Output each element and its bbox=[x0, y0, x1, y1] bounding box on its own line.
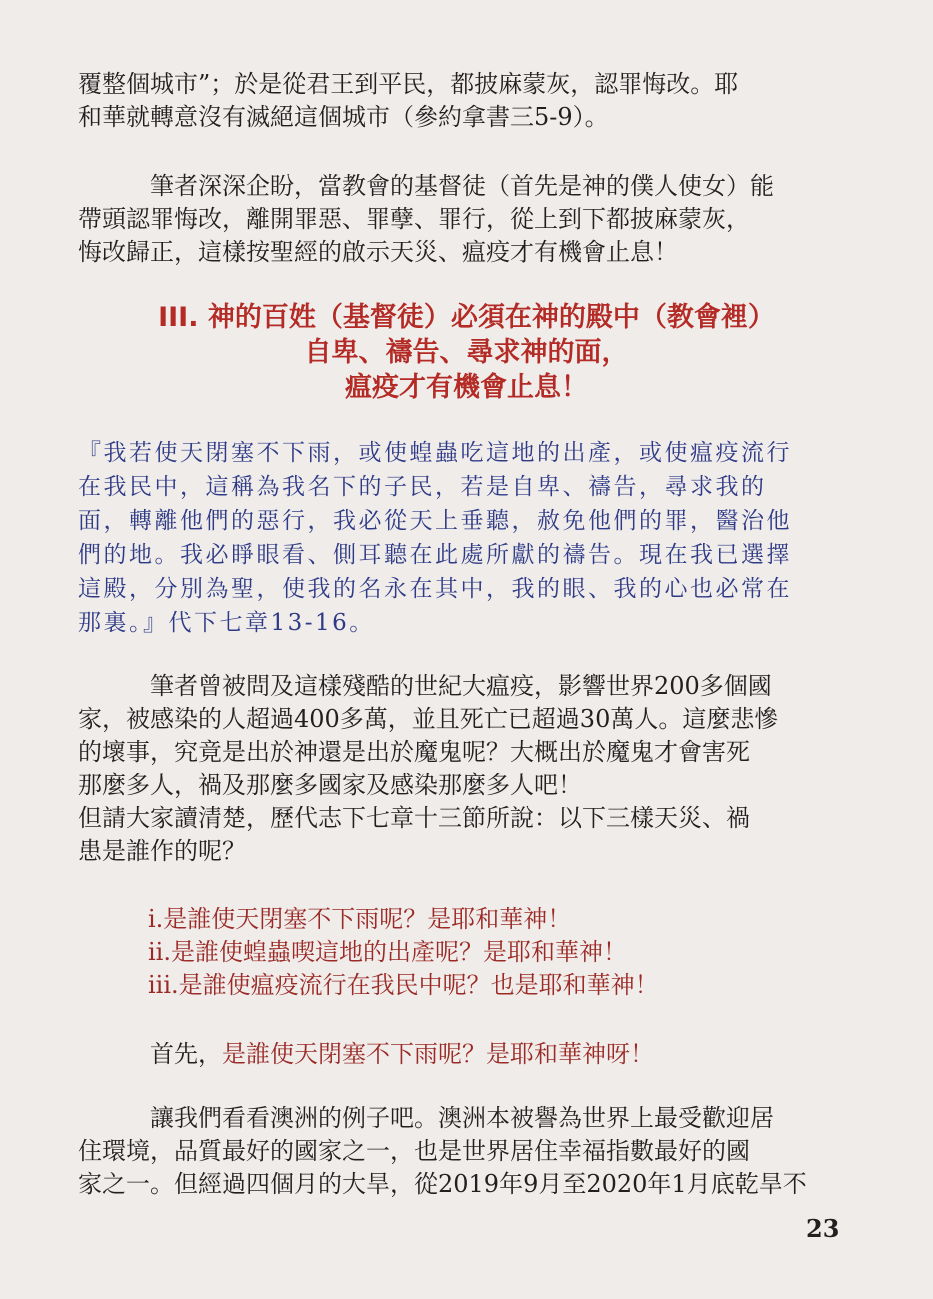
heading-line: III. 神的百姓（基督徒）必須在神的殿中（教會裡） bbox=[158, 302, 775, 333]
paragraph-1 bbox=[78, 68, 860, 134]
quote-line: 這殿，分別為聖，使我的名永在其中，我的眼、我的心也必常在 bbox=[78, 576, 792, 602]
text-line: 讓我們看看澳洲的例子吧。澳洲本被譽為世界上最受歡迎居 bbox=[150, 1104, 774, 1132]
page-number: 23 bbox=[806, 1214, 840, 1243]
text-line: 覆整個城市”；於是從君王到平民，都披麻蒙灰，認罪悔改。耶 bbox=[78, 70, 739, 98]
heading-line: 自卑、禱告、尋求神的面， bbox=[304, 337, 629, 368]
text-line: 筆者深深企盼，當教會的基督徒（首先是神的僕人使女）能 bbox=[150, 172, 774, 200]
highlight-text: 是誰使天閉塞不下雨呢？是耶和華神呀！ bbox=[222, 1040, 654, 1068]
lead-text: 首先， bbox=[150, 1040, 222, 1068]
quote-line: 在我民中，這稱為我名下的子民，若是自卑、禱告，尋求我的 bbox=[78, 474, 767, 500]
text-line: 家，被感染的人超過400多萬，並且死亡已超過30萬人。這麼悲慘 bbox=[78, 705, 779, 733]
paragraph-5 bbox=[78, 1102, 860, 1201]
text-line: 患是誰作的呢？ bbox=[78, 837, 246, 865]
text-line: 家之一。但經過四個月的大旱，從2019年9月至2020年1月底乾旱不 bbox=[78, 1170, 807, 1198]
text-line: 那麼多人，禍及那麼多國家及感染那麼多人吧！ bbox=[78, 771, 582, 799]
section-heading bbox=[0, 300, 933, 405]
text-line: 帶頭認罪悔改，離開罪惡、罪孽、罪行，從上到下都披麻蒙灰， bbox=[78, 205, 750, 233]
list-item: ii.是誰使蝗蟲喫這地的出產呢？是耶和華神！ bbox=[148, 938, 627, 966]
paragraph-4 bbox=[78, 1038, 860, 1071]
quote-line: 面，轉離他們的惡行，我必從天上垂聽，赦免他們的罪，醫治他 bbox=[78, 508, 792, 534]
text-line: 悔改歸正，這樣按聖經的啟示天災、瘟疫才有機會止息！ bbox=[78, 238, 678, 266]
paragraph-2 bbox=[78, 170, 860, 269]
question-list bbox=[148, 903, 848, 1002]
quote-line: 們的地。我必睜眼看、側耳聽在此處所獻的禱告。現在我已選擇 bbox=[78, 542, 792, 568]
text-line: 和華就轉意沒有滅絕這個城市（參約拿書三5-9）。 bbox=[78, 103, 609, 131]
text-line: 住環境，品質最好的國家之一，也是世界居住幸福指數最好的國 bbox=[78, 1137, 750, 1165]
text-line: 但請大家讀清楚，歷代志下七章十三節所說：以下三樣天災、禍 bbox=[78, 804, 750, 832]
text-line: 筆者曾被問及這樣殘酷的世紀大瘟疫，影響世界200多個國 bbox=[150, 672, 772, 700]
heading-line: 瘟疫才有機會止息！ bbox=[345, 372, 588, 403]
list-item: iii.是誰使瘟疫流行在我民中呢？也是耶和華神！ bbox=[148, 971, 659, 999]
quote-line: 那裏。』代下七章13-16。 bbox=[78, 610, 375, 636]
scripture-quote bbox=[78, 436, 863, 640]
paragraph-3 bbox=[78, 670, 860, 868]
text-line: 的壞事，究竟是出於神還是出於魔鬼呢？大概出於魔鬼才會害死 bbox=[78, 738, 750, 766]
quote-line: 『我若使天閉塞不下雨，或使蝗蟲吃這地的出產，或使瘟疫流行 bbox=[78, 440, 792, 466]
text-line bbox=[78, 1038, 860, 1071]
list-item: i.是誰使天閉塞不下雨呢？是耶和華神！ bbox=[148, 905, 572, 933]
